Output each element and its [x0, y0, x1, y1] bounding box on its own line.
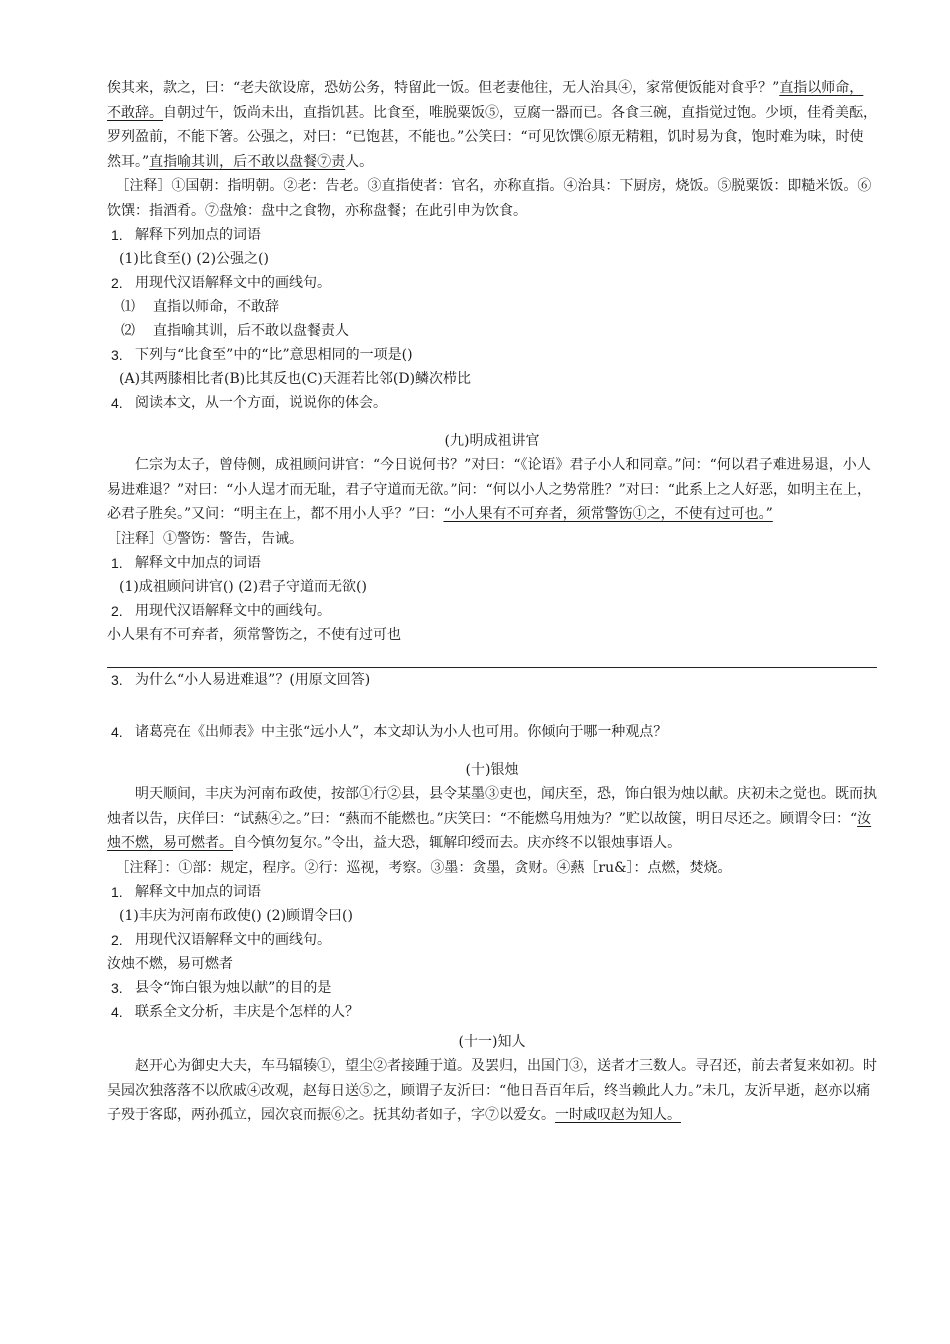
- question-3: [107, 343, 877, 367]
- question-1: [107, 223, 877, 247]
- answer-space: [107, 692, 877, 720]
- question-number: 1.: [111, 884, 123, 900]
- annotation-note: ［注释］①警饬：警告，告诫。: [107, 530, 303, 547]
- passage-text: 明天顺间，丰庆为河南布政使，按部①行②县，县令某墨③吏也，闻庆至，恐，饰白银为烛以献。庆初未之觉也。既而执烛者以告，庆佯曰：“试爇④之。”曰：“爇而不能燃也。”庆笑曰：“不能燃乌用烛为？”贮以故箧，明日尽还之。顾谓令曰：“: [107, 786, 877, 827]
- question-2: [107, 271, 877, 295]
- question-number: 3.: [111, 980, 123, 996]
- underlined-sentence: 直指喻其训，后不敢以盘餐⑦责: [149, 153, 346, 170]
- document-page: [107, 76, 877, 1128]
- question-number: 2.: [111, 603, 123, 619]
- section-title: (十)银烛: [465, 762, 519, 778]
- question-number: 4.: [111, 724, 123, 740]
- sub-question-2: [107, 319, 877, 343]
- question-1: [107, 551, 877, 575]
- question-3: [107, 668, 877, 692]
- section-title: (十一)知人: [458, 1034, 526, 1050]
- passage-9-text: [107, 453, 877, 527]
- question-options: (1)丰庆为河南布政使() (2)顾谓令曰(): [119, 908, 353, 924]
- question-text: 解释文中加点的词语: [135, 884, 261, 900]
- underlined-sentence: “小人果有不可弃者，须常警饬①之，不使有过可也。”: [443, 506, 773, 522]
- question-text: 阅读本文，从一个方面，说说你的体会。: [135, 395, 387, 411]
- question-options: (A)其两膝相比者(B)比其反也(C)天涯若比邻(D)鳞次栉比: [119, 371, 472, 387]
- question-text: 诸葛亮在《出师表》中主张“远小人”，本文却认为小人也可用。你倾向于哪一种观点？: [135, 724, 668, 740]
- underlined-sentence-copy: 小人果有不可弃者，须常警饬之，不使有过可也: [107, 627, 401, 643]
- sub-number: ⑵: [121, 323, 135, 339]
- underlined-sentence-copy: 汝烛不燃，易可燃者: [107, 956, 233, 972]
- underlined-sentence: 直指以师命，不敢辞。: [107, 80, 864, 121]
- passage-text: 仁宗为太子，曾侍侧，成祖顾问讲官：“今日说何书？”对曰：“《论语》君子小人和同章。”问：“何以君子难进易退，小人易进难退？”对曰：“小人逞才而无耻，君子守道而无欲。”问：“何以小人之势常胜？”对曰：“此系上之人好恶，如明主在上，必君子胜矣。”又问：“明主在上，都不用小人乎？”曰：: [107, 457, 871, 522]
- passage-8-text: [107, 76, 877, 174]
- question-text: 县令“饰白银为烛以献”的目的是: [135, 980, 332, 996]
- question-1: [107, 880, 877, 904]
- question-text: 为什么“小人易进难退”？(用原文回答): [135, 672, 371, 688]
- question-number: 1.: [111, 555, 123, 571]
- question-text: 用现代汉语解释文中的画线句。: [135, 932, 331, 948]
- passage-10-text: [107, 782, 877, 856]
- question-number: 2.: [111, 932, 123, 948]
- question-4: [107, 391, 877, 415]
- question-options: (1)比食至() (2)公强之(): [119, 251, 269, 267]
- passage-text: 俟其来，款之，曰：“老夫欲设席，恐妨公务，特留此一饭。但老妻他往，无人治具④，家常便饭能对食乎？”: [107, 80, 780, 96]
- passage-text: 自朝过午，饭尚未出，直指饥甚。比食至，唯脱粟饭⑤，豆腐一器而已。各食三碗，直指觉过饱。少顷，佳肴美酝，罗列盈前，不能下箸。公强之，对曰：“已饱甚，不能也。”公笑曰：“可见饮馔⑥原无精粗，饥时易为食，饱时难为味，时使然耳。”: [107, 104, 877, 170]
- question-number: 1.: [111, 227, 123, 243]
- question-2: [107, 928, 877, 952]
- passage-text: 赵开心为御史大夫，车马辐辏①，望尘②者接踵于道。及罢归，出国门③，送者才三数人。寻召还，前去者复来如初。时吴园次独落落不以欣戚④改观，赵每日送⑤之，顾谓子友沂曰：“他日吾百年后，终当赖此人力。”未几，友沂早逝，赵亦以痛子殁于客邸，两孙孤立，园次哀而振⑥之。抚其幼者如子，字⑦以爱女。: [107, 1058, 877, 1123]
- question-number: 3.: [111, 347, 123, 363]
- annotation-note: ［注释］①国朝：指明朝。②老：告老。③直指使者：官名，亦称直指。④治具：下厨房，烧饭。⑤脱粟饭：即糙米饭。⑥饮馔：指酒肴。⑦盘飧：盘中之食物，亦称盘餐；在此引申为饮食。: [107, 178, 872, 219]
- question-text: 用现代汉语解释文中的画线句。: [135, 275, 331, 291]
- underlined-sentence: 一时咸叹赵为知人。: [555, 1107, 681, 1123]
- passage-text: 人。: [345, 153, 374, 170]
- question-4: [107, 720, 877, 744]
- underlined-sentence: 汝烛不燃，易可燃者。: [107, 810, 872, 851]
- passage-11-text: [107, 1054, 877, 1128]
- question-number: 4.: [111, 395, 123, 411]
- question-number: 3.: [111, 672, 123, 688]
- question-number: 4.: [111, 1004, 123, 1020]
- question-text: 联系全文分析，丰庆是个怎样的人？: [135, 1004, 359, 1020]
- question-text: 解释下列加点的词语: [135, 227, 261, 243]
- question-options: (1)成祖顾问讲官() (2)君子守道而无欲(): [119, 579, 367, 595]
- sub-question-1: [107, 295, 877, 319]
- question-text: 下列与“比食至”中的“比”意思相同的一项是(): [135, 347, 413, 363]
- question-text: 解释文中加点的词语: [135, 555, 261, 571]
- sub-text: 直指以师命，不敢辞: [153, 299, 279, 315]
- sub-text: 直指喻其训，后不敢以盘餐责人: [153, 323, 349, 339]
- question-4: [107, 1000, 877, 1024]
- question-text: 用现代汉语解释文中的画线句。: [135, 603, 331, 619]
- sub-number: ⑴: [121, 299, 135, 315]
- passage-text: 自今慎勿复尔。”令出，益大恐，辄解印绶而去。庆亦终不以银烛事语人。: [233, 835, 682, 851]
- section-title: (九)明成祖讲官: [444, 433, 540, 449]
- question-3: [107, 976, 877, 1000]
- question-2: [107, 599, 877, 623]
- question-number: 2.: [111, 275, 123, 291]
- annotation-note: ［注释］：①部：规定，程序。②行：巡视，考察。③墨：贪墨，贪财。④爇［ru&］：点燃，焚烧。: [115, 859, 732, 876]
